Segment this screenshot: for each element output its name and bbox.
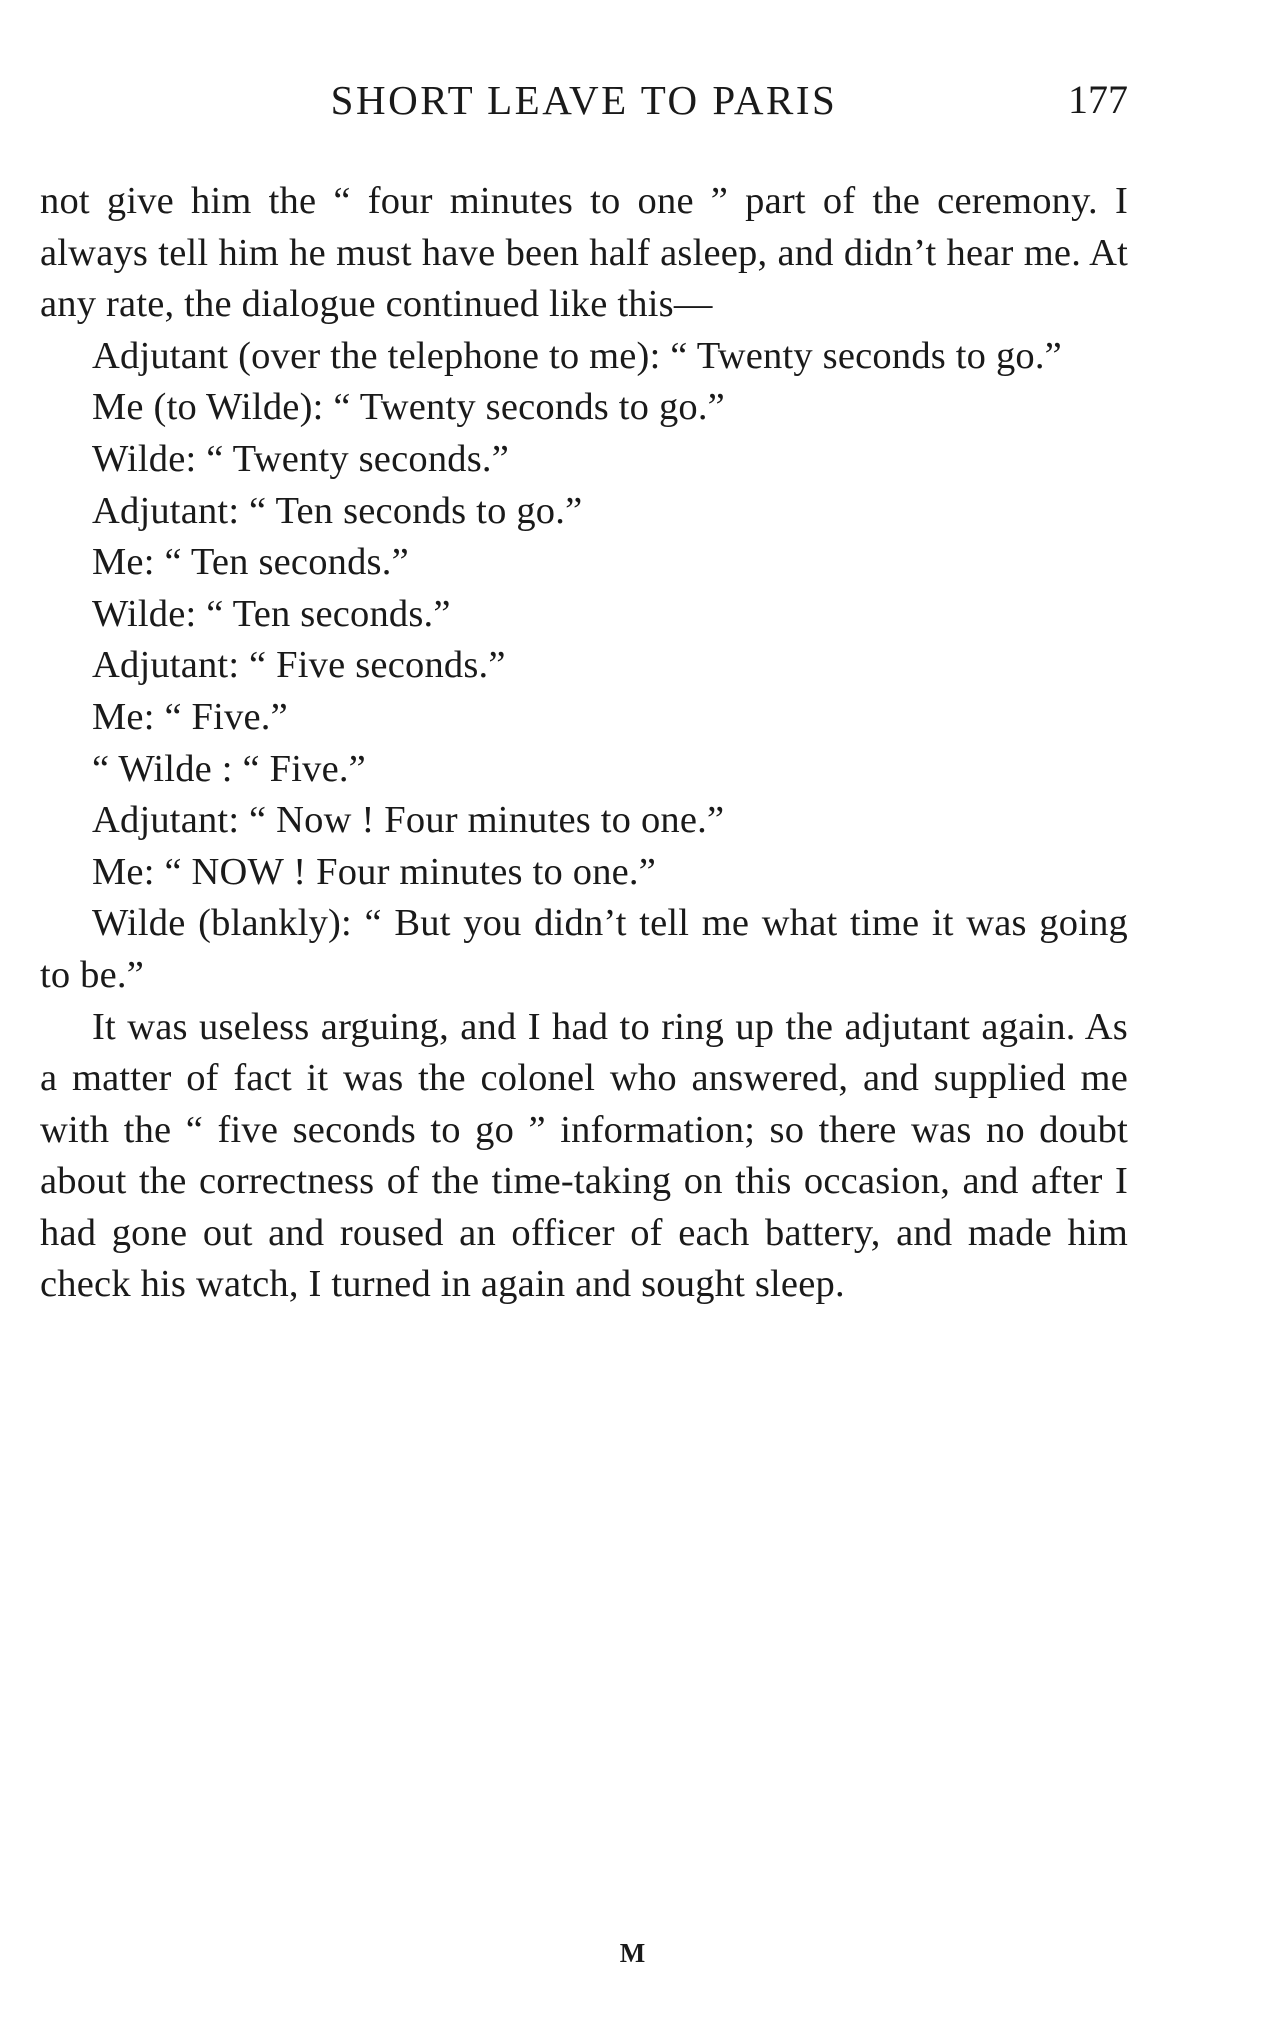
dialogue-line-wilde-ten: Wilde: “ Ten seconds.” bbox=[92, 592, 451, 635]
dialogue-line-wilde-blankly: Wilde (blankly): “ But you didn’t tell me what time it was going to be.” bbox=[40, 902, 1128, 996]
signature-mark: M bbox=[619, 1938, 647, 1968]
dialogue-line-adjutant-twenty: Adjutant (over the telephone to me): “ Twenty seconds to go.” bbox=[92, 334, 1062, 377]
dialogue-line-wilde-twenty: Wilde: “ Twenty seconds.” bbox=[92, 437, 510, 480]
dialogue-line-me-twenty: Me (to Wilde): “ Twenty seconds to go.” bbox=[92, 386, 725, 429]
dialogue-line-wilde-five: “ Wilde : “ Five.” bbox=[92, 747, 366, 790]
body-text bbox=[40, 176, 1128, 1311]
paragraph-continuation: not give him the “ four minutes to one ” part of the ceremony. I always tell him he must have been half asleep, and didn’t hear me. At any rate, the dialogue continued like this— bbox=[40, 180, 1128, 326]
dialogue-line-adjutant-ten: Adjutant: “ Ten seconds to go.” bbox=[92, 489, 583, 532]
dialogue-line-me-ten: Me: “ Ten seconds.” bbox=[92, 541, 409, 584]
dialogue-line-adjutant-five: Adjutant: “ Five seconds.” bbox=[92, 644, 506, 687]
paragraph-conclusion: It was useless arguing, and I had to ring up the adjutant again. As a matter of fact it was the colonel who answered, and supplied me with the “ five seconds to go ” information; so there was no doubt about the correctness of the time-taking on this occasion, and after I had gone out and roused an officer of each battery, and made him check his watch, I turned in again and sought sleep. bbox=[40, 1005, 1128, 1306]
running-head bbox=[40, 72, 1128, 128]
page-number: 177 bbox=[1068, 77, 1128, 122]
running-title: SHORT LEAVE TO PARIS bbox=[330, 77, 838, 123]
dialogue-line-adjutant-now: Adjutant: “ Now ! Four minutes to one.” bbox=[92, 799, 725, 842]
dialogue-line-me-five: Me: “ Five.” bbox=[92, 695, 288, 738]
dialogue-line-me-now: Me: “ NOW ! Four minutes to one.” bbox=[92, 850, 657, 893]
